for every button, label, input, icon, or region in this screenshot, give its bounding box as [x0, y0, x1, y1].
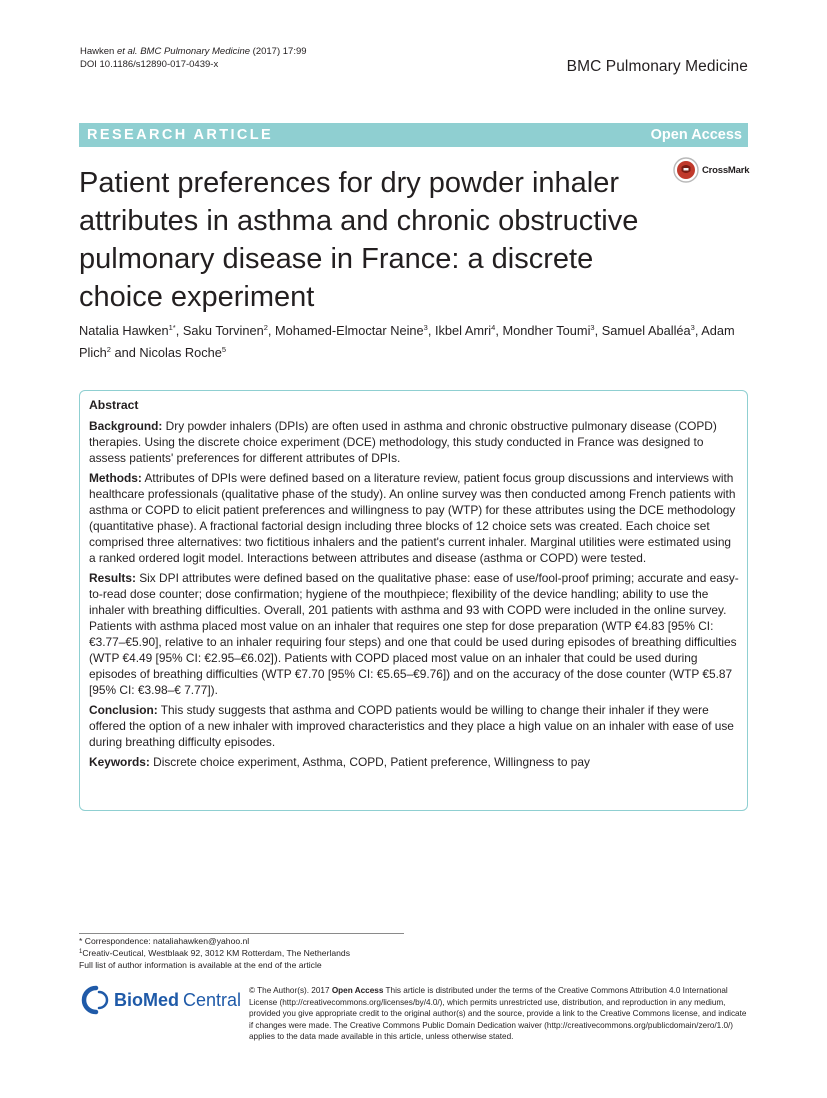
- full-list-note: Full list of author information is available at the end of the article: [79, 960, 322, 970]
- author-name-text: Ikbel Amri: [434, 323, 492, 338]
- methods-label: Methods:: [89, 471, 142, 485]
- conclusion-label: Conclusion:: [89, 703, 158, 717]
- cite-year: (2017) 17:99: [252, 46, 307, 57]
- article-type-label: RESEARCH ARTICLE: [87, 127, 274, 143]
- author-affiliation-number: 3: [590, 323, 595, 332]
- logo-bio: BioMed: [114, 989, 179, 1010]
- author-affiliation-number: 3: [690, 323, 695, 332]
- author-name[interactable]: [275, 323, 428, 338]
- biomed-central-icon: [80, 985, 110, 1015]
- affiliation-note: [79, 947, 350, 959]
- footnotes: [79, 935, 350, 971]
- keywords-label: Keywords:: [89, 755, 150, 769]
- background-label: Background:: [89, 419, 163, 433]
- biomed-central-logo: [80, 985, 241, 1015]
- article-type-banner: [79, 123, 748, 147]
- abstract-results: [89, 570, 739, 698]
- author-list: Natalia Hawken$^{1*}$, Saku Torvinen$^2$, Mohamed-Elmoctar Neine$^3$, Ikbel Amri$^4$, Mondher Toumi$^3$, Samuel Aballéa$^3$, Adam Plich$^2$ and Nicolas Roche$^5$: [79, 323, 735, 360]
- author-name[interactable]: [435, 323, 495, 338]
- license-open-access: Open Access: [331, 986, 384, 995]
- crossmark-badge[interactable]: [673, 157, 749, 183]
- license-body: This article is distributed under the terms of the Creative Commons Attribution 4.0 International License (http://creativecommons.org/licenses/by/4.0/), which permits unrestricted use, distribution, and reproduction in any medium, provided you give appropriate credit to the original author(s) and the source, provide a link to the Creative Commons license, and indicate if changes were made. The Creative Commons Public Domain Dedication waiver (http://creativecommons.org/publicdomain/zero/1.0/) applies to the data made available in this article, unless otherwise stated.: [249, 986, 747, 1042]
- author-name[interactable]: [502, 323, 594, 338]
- methods-text: Attributes of DPIs were defined based on a literature review, patient focus group discussions and interviews with healthcare professionals (qualitative phase of the study). An online survey was then conducted among French patients with asthma or COPD to elicit patient preferences and willingness to pay (WTP) for these attributes using the DCE methodology (quantitative phase). A fractional factorial design including three blocks of 12 choice sets was created. Each choice set comprised three alternatives: two fictitious inhalers and the patient's current inhaler. Marginal utilities were estimated using a ranked ordered logit model. Interactions between attributes and disease (asthma or COPD) were tested.: [89, 471, 736, 565]
- author-affiliation-number: 3: [423, 323, 428, 332]
- author-name-text: Adam Plich: [79, 323, 735, 360]
- doi-text: DOI 10.1186/s12890-017-0439-x: [80, 58, 219, 70]
- correspondence-note: * Correspondence: nataliahawken@yahoo.nl: [79, 936, 250, 946]
- author-affiliation-number: 4: [491, 323, 496, 332]
- footnote-divider: [79, 933, 404, 934]
- author-name[interactable]: [602, 323, 695, 338]
- author-affiliation-number: 2: [106, 345, 111, 354]
- author-name-text: Mohamed-Elmoctar Neine: [275, 323, 424, 338]
- abstract-methods: [89, 470, 739, 566]
- affiliation-number: 1: [79, 949, 83, 955]
- crossmark-label: CrossMark: [702, 164, 750, 176]
- author-name[interactable]: [79, 323, 176, 338]
- open-access-label: Open Access: [650, 127, 742, 143]
- crossmark-icon: [673, 157, 699, 183]
- background-text: Dry powder inhalers (DPIs) are often used in asthma and chronic obstructive pulmonary disease (COPD) therapies. Using the discrete choice experiment (DCE) methodology, this study conducted in France was designed to assess patients' preferences for different attributes of DPIs.: [89, 419, 717, 465]
- cite-authors: Hawken: [80, 46, 115, 57]
- affiliation-text: Creativ-Ceutical, Westblaak 92, 3012 KM Rotterdam, The Netherlands: [82, 948, 350, 958]
- author-affiliation-number: 1*: [168, 323, 176, 332]
- author-name-text: Natalia Hawken: [79, 323, 169, 338]
- author-affiliation-number: 5: [221, 345, 227, 354]
- citation-header: [80, 46, 307, 71]
- abstract-heading: Abstract: [89, 398, 139, 412]
- abstract-conclusion: [89, 702, 739, 750]
- journal-name: BMC Pulmonary Medicine: [566, 58, 748, 75]
- results-text: Six DPI attributes were defined based on the qualitative phase: ease of use/fool-proof priming; accurate and easy-to-read dose counter; dose confirmation; hygiene of the mouthpiece; flexibility of the device handling; ability to use the inhaler with breathing difficulties. Overall, 201 patients with asthma and 93 with COPD were included in the online survey. Patients with asthma placed most value on an inhaler that requires one step for dose preparation (WTP €4.83 [95% CI: €3.77–€5.90], relative to an inhaler requiring four steps) and one that could be used during episodes of breathing difficulties (WTP €4.49 [95% CI: €2.95–€6.02]). Patients with COPD placed most value on an inhaler that could be used during episodes of breathing difficulties (WTP €7.70 [95% CI: €5.65–€9.76]) and on the accuracy of the dose counter (WTP €5.87 [95% CI: €3.98–€ 7.77]).: [89, 571, 739, 697]
- abstract-keywords: [89, 754, 739, 770]
- abstract-background: [89, 418, 739, 466]
- license-text: [249, 985, 749, 1043]
- conclusion-text: This study suggests that asthma and COPD patients would be willing to change their inhaler if they were offered the option of a new inhaler with improved characteristics and they place a high value on an inhaler with ease of use during breathing difficulty episodes.: [89, 703, 734, 749]
- author-name[interactable]: [183, 323, 268, 338]
- results-label: Results:: [89, 571, 136, 585]
- author-name-text: Samuel Aballéa: [601, 323, 691, 338]
- article-title: Patient preferences for dry powder inhaler attributes in asthma and chronic obstructive pulmonary disease in France: a discrete choice experiment: [79, 167, 639, 313]
- author-name[interactable]: [139, 345, 226, 360]
- author-name-text: Nicolas Roche: [139, 345, 222, 360]
- keywords-text: Discrete choice experiment, Asthma, COPD, Patient preference, Willingness to pay: [153, 755, 590, 769]
- author-affiliation-number: 2: [263, 323, 268, 332]
- author-name-text: Mondher Toumi: [502, 323, 591, 338]
- logo-central: Central: [183, 989, 242, 1010]
- abstract-box: [79, 390, 748, 811]
- license-prefix: © The Author(s). 2017: [249, 986, 330, 995]
- cite-journal: et al. BMC Pulmonary Medicine: [116, 46, 251, 57]
- authors-and: and: [114, 345, 136, 360]
- author-name-text: Saku Torvinen: [182, 323, 264, 338]
